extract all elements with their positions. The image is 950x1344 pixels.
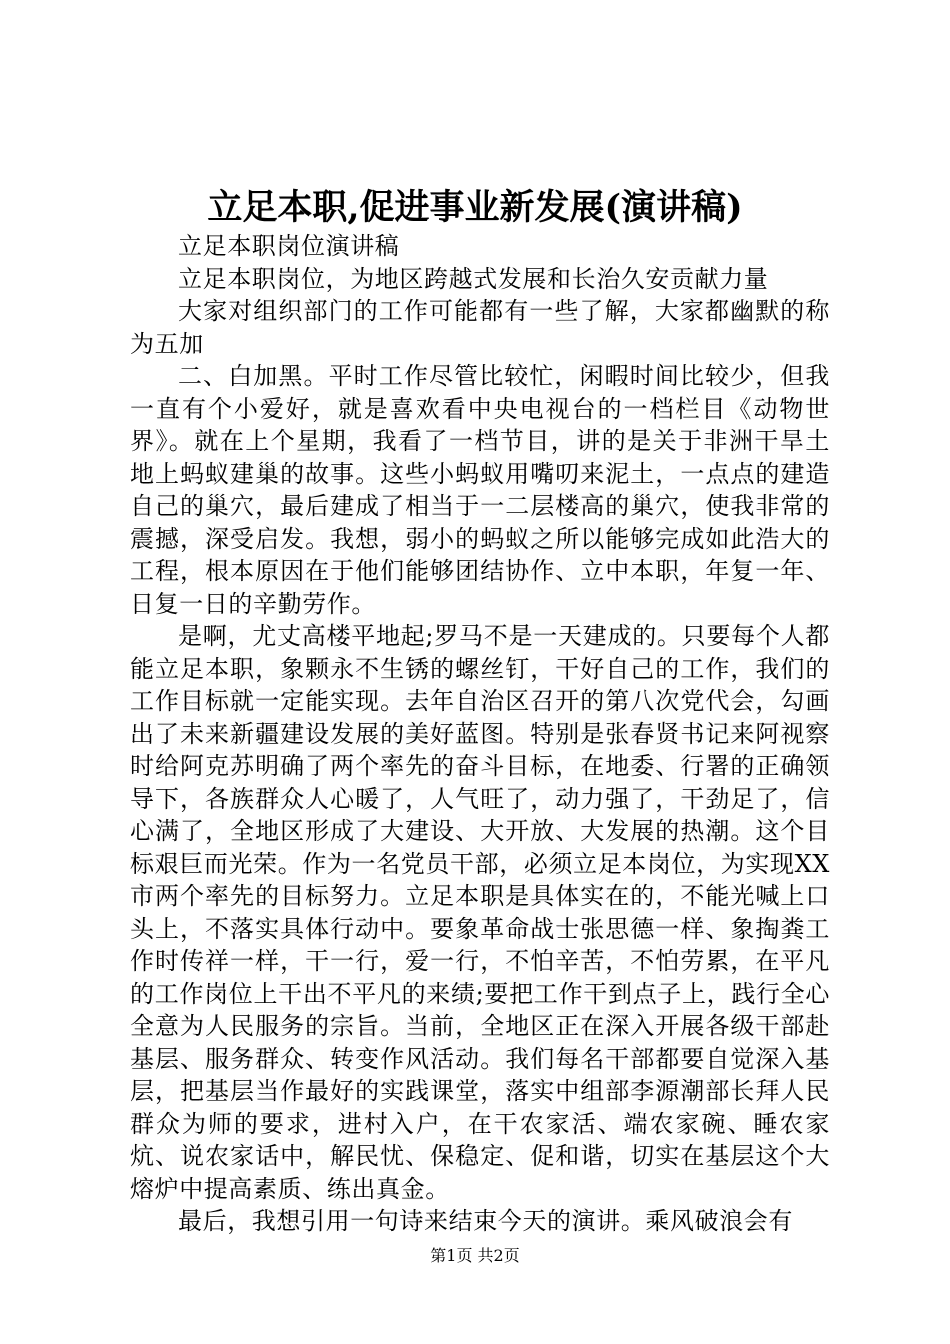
paragraph: 立足本职岗位演讲稿 [178,232,400,260]
paragraph: 最后，我想引用一句诗来结束今天的演讲。乘风破浪会有 [178,1207,793,1235]
document-body [130,230,830,1238]
paragraph: 立足本职岗位，为地区跨越式发展和长治久安贡献力量 [178,264,769,293]
paragraph: 是啊，尤丈高楼平地起;罗马不是一天建成的。只要每个人都能立足本职，象颗永不生锈的螺丝钉，干好自己的工作，我们的工作目标就一定能实现。去年自治区召开的第八次党代会，勾画出了未来新疆建设发展的美好蓝图。特别是张春贤书记来阿视察时给阿克苏明确了两个率先的奋斗目标，在地委、行署的正确领导下，各族群众人心暖了，人气旺了，动力强了，干劲足了，信心满了，全地区形成了大建设、大开放、大发展的热潮。这个目标艰巨而光荣。作为一名党员干部，必须立足本岗位，为实现XX市两个率先的目标努力。立足本职是具体实在的，不能光喊上口头上，不落实具体行动中。要象革命战士张思德一样、象掏粪工作时传祥一样，干一行，爱一行，不怕辛苦，不怕劳累，在平凡的工作岗位上干出不平凡的来绩;要把工作干到点子上，践行全心全意为人民服务的宗旨。当前，全地区正在深入开展各级干部赴基层、服务群众、转变作风活动。我们每名干部都要自觉深入基层，把基层当作最好的实践课堂，落实中组部李源潮部长拜人民群众为师的要求，进村入户，在干农家活、端农家碗、睡农家炕、说农家话中，解民忧、保稳定、促和谐，切实在基层这个大熔炉中提高素质、练出真金。 [130,622,830,1203]
paragraph: 二、白加黑。平时工作尽管比较忙，闲暇时间比较少，但我一直有个小爱好，就是喜欢看中央电视台的一档栏目《动物世界》。就在上个星期，我看了一档节目，讲的是关于非洲干旱土地上蚂蚁建巢的故事。这些小蚂蚁用嘴叨来泥土，一点点的建造自己的巢穴，最后建成了相当于一二层楼高的巢穴，使我非常的震撼，深受启发。我想，弱小的蚂蚁之所以能够完成如此浩大的工程，根本原因在于他们能够团结协作、立中本职，年复一年、日复一日的辛勤劳作。 [130,362,830,618]
page-indicator: 第1页 共2页 [430,1246,520,1265]
paragraph: 大家对组织部门的工作可能都有一些了解，大家都幽默的称为五加 [130,297,830,358]
document-title: 立足本职,促进事业新发展(演讲稿) [207,187,743,228]
